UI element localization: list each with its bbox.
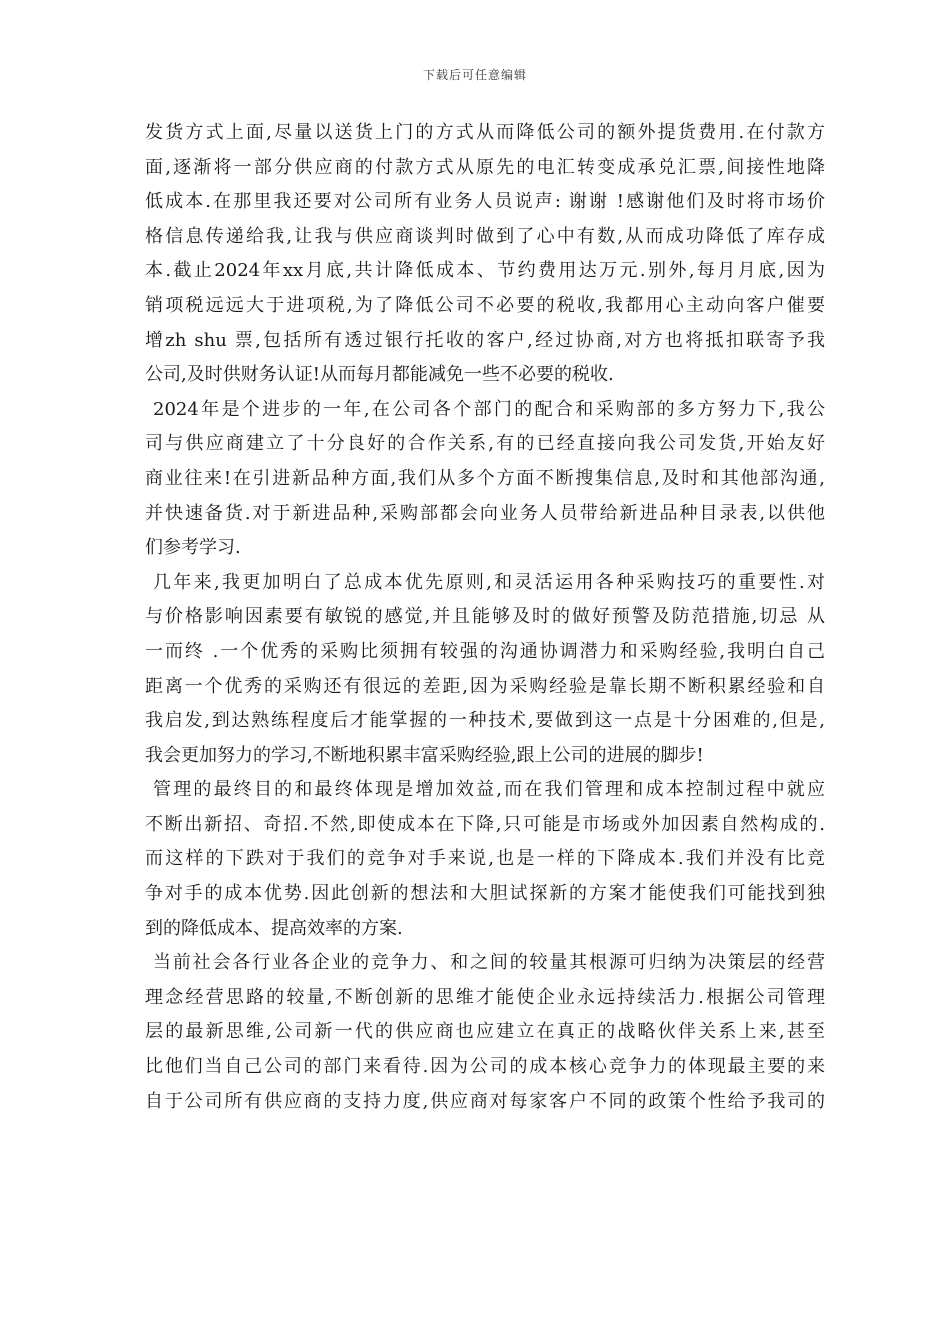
text-line: 增zh shu 票,包括所有透过银行托收的客户,经过协商,对方也将抵扣联寄予我 xyxy=(145,329,825,351)
document-body xyxy=(145,116,825,1119)
text-line: 低成本.在那里我还要对公司所有业务人员说声: 谢谢 !感谢他们及时将市场价 xyxy=(145,191,825,213)
text-line: 管理的最终目的和最终体现是增加效益,而在我们管理和成本控制过程中就应 xyxy=(153,779,825,801)
text-line: 距离一个优秀的采购还有很远的差距,因为采购经验是靠长期不断积累经验和自 xyxy=(145,675,825,697)
text-line: 2024年是个进步的一年,在公司各个部门的配合和采购部的多方努力下,我公 xyxy=(153,398,825,420)
paragraph xyxy=(145,393,825,566)
text-line: 商业往来!在引进新品种方面,我们从多个方面不断搜集信息,及时和其他部沟通, xyxy=(145,467,825,489)
text-line: 几年来,我更加明白了总成本优先原则,和灵活运用各种采购技巧的重要性.对 xyxy=(153,571,825,593)
text-line: 理念经营思路的较量,不断创新的思维才能使企业永远持续活力.根据公司管理 xyxy=(145,986,825,1008)
text-line: 发货方式上面,尽量以送货上门的方式从而降低公司的额外提货费用.在付款方 xyxy=(145,122,825,143)
text-line: 层的最新思维,公司新一代的供应商也应建立在真正的战略伙伴关系上来,甚至 xyxy=(145,1021,825,1043)
text-line: 与价格影响因素要有敏锐的感觉,并且能够及时的做好预警及防范措施,切忌 从 xyxy=(145,606,825,628)
text-line: 而这样的下跌对于我们的竞争对手来说,也是一样的下降成本.我们并没有比竞 xyxy=(145,848,825,870)
text-line: 格信息传递给我,让我与供应商谈判时做到了心中有数,从而成功降低了库存成 xyxy=(145,225,825,247)
text-line: 们参考学习. xyxy=(145,537,241,559)
text-line: 司与供应商建立了十分良好的合作关系,有的已经直接向我公司发货,开始友好 xyxy=(145,433,825,455)
text-line: 我启发,到达熟练程度后才能掌握的一种技术,要做到这一点是十分困难的,但是, xyxy=(145,710,825,732)
text-line: 公司,及时供财务认证!从而每月都能减免一些不必要的税收. xyxy=(145,364,614,386)
text-line: 当前社会各行业各企业的竞争力、和之间的较量其根源可归纳为决策层的经营 xyxy=(153,952,825,974)
text-line: 比他们当自己公司的部门来看待.因为公司的成本核心竞争力的体现最主要的来 xyxy=(145,1056,825,1078)
text-line: 不断出新招、奇招.不然,即使成本在下降,只可能是市场或外加因素自然构成的. xyxy=(145,813,825,835)
page-header: 下载后可任意编辑 xyxy=(422,68,527,82)
paragraph xyxy=(145,116,825,393)
paragraph xyxy=(145,566,825,774)
text-line: 面,逐渐将一部分供应商的付款方式从原先的电汇转变成承兑汇票,间接性地降 xyxy=(145,156,825,178)
paragraph xyxy=(145,773,825,946)
text-line: 销项税远远大于进项税,为了降低公司不必要的税收,我都用心主动向客户催要 xyxy=(145,294,825,316)
text-line: 一而终 .一个优秀的采购比须拥有较强的沟通协调潜力和采购经验,我明白自己 xyxy=(145,640,825,662)
text-line: 自于公司所有供应商的支持力度,供应商对每家客户不同的政策个性给予我司的 xyxy=(145,1090,825,1112)
text-line: 我会更加努力的学习,不断地积累丰富采购经验,跟上公司的进展的脚步! xyxy=(145,744,704,766)
text-line: 本.截止2024年xx月底,共计降低成本、节约费用达万元.别外,每月月底,因为 xyxy=(145,260,825,282)
text-line: 到的降低成本、提高效率的方案. xyxy=(145,917,403,939)
paragraph xyxy=(145,946,825,1119)
text-line: 争对手的成本优势.因此创新的想法和大胆试探新的方案才能使我们可能找到独 xyxy=(145,883,825,905)
text-line: 并快速备货.对于新进品种,采购部都会向业务人员带给新进品种目录表,以供他 xyxy=(145,502,825,524)
